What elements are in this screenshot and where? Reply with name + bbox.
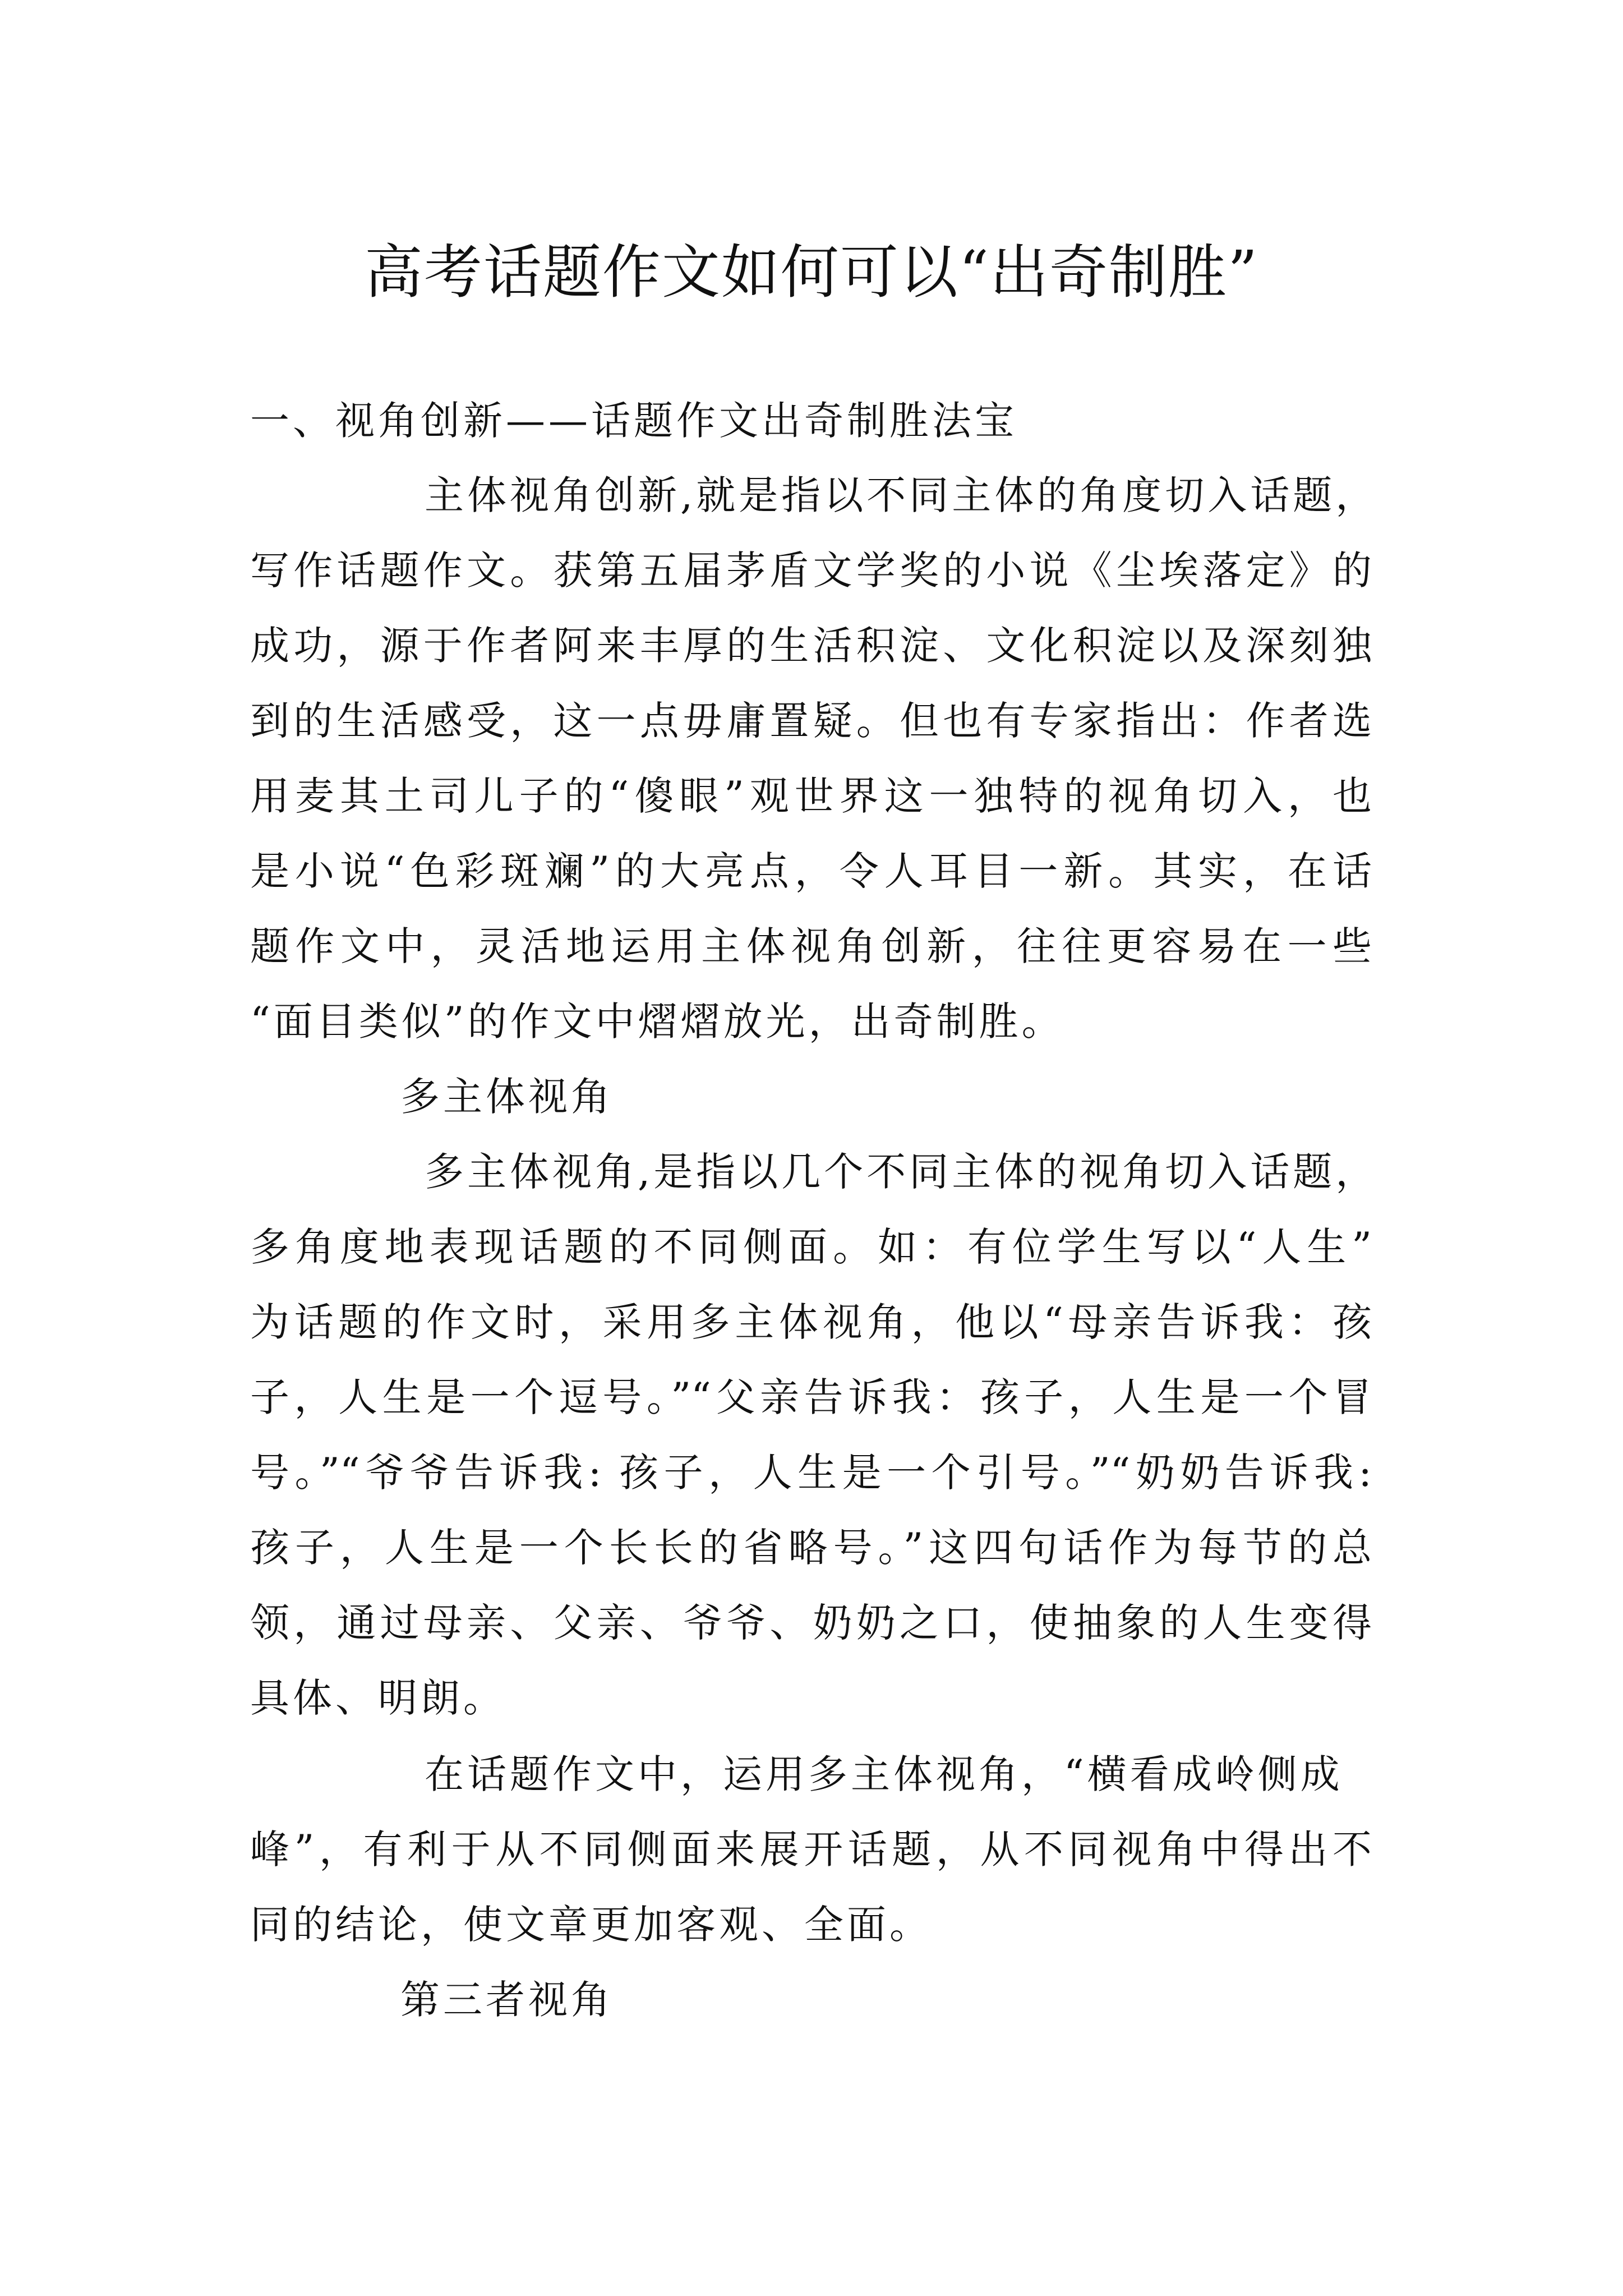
paragraph-line: 写作话题作文。获第五届茅盾文学奖的小说《尘埃落定》的 bbox=[250, 547, 1372, 593]
paragraph-line: 在话题作文中，运用多主体视角，“横看成岭侧成 bbox=[425, 1751, 1343, 1797]
subheading-multi-subject: 多主体视角 bbox=[400, 1074, 614, 1120]
paragraph-line: 峰”，有利于从不同侧面来展开话题，从不同视角中得出不 bbox=[250, 1826, 1372, 1872]
paragraph-line: 成功，源于作者阿来丰厚的生活积淀、文化积淀以及深刻独 bbox=[250, 623, 1372, 669]
paragraph-line: 用麦其土司儿子的“傻眼”观世界这一独特的视角切入，也 bbox=[250, 773, 1372, 819]
paragraph-line: 孩子，人生是一个长长的省略号。”这四句话作为每节的总 bbox=[250, 1525, 1372, 1571]
document-title: 高考话题作文如何可以“出奇制胜” bbox=[364, 237, 1259, 306]
paragraph-line: 到的生活感受，这一点毋庸置疑。但也有专家指出：作者选 bbox=[250, 698, 1372, 744]
paragraph-line: 为话题的作文时，采用多主体视角，他以“母亲告诉我：孩 bbox=[250, 1299, 1372, 1345]
paragraph-line: 是小说“色彩斑斓”的大亮点，令人耳目一新。其实，在话 bbox=[250, 848, 1372, 894]
section-heading: 一、视角创新——话题作文出奇制胜法宝 bbox=[250, 398, 1017, 444]
paragraph-line: 子，人生是一个逗号。”“父亲告诉我：孩子，人生是一个冒 bbox=[250, 1374, 1372, 1420]
paragraph-line: 具体、明朗。 bbox=[250, 1675, 506, 1721]
paragraph-line: 领，通过母亲、父亲、爷爷、奶奶之口，使抽象的人生变得 bbox=[250, 1600, 1372, 1646]
subheading-third-person: 第三者视角 bbox=[400, 1977, 614, 2023]
paragraph-line: “面目类似”的作文中熠熠放光，出奇制胜。 bbox=[250, 999, 1064, 1045]
paragraph-line: 多角度地表现话题的不同侧面。如：有位学生写以“人生” bbox=[250, 1224, 1372, 1270]
paragraph-line: 题作文中，灵活地运用主体视角创新，往往更容易在一些 bbox=[250, 923, 1372, 969]
paragraph-line: 主体视角创新,就是指以不同主体的角度切入话题， bbox=[425, 472, 1378, 518]
paragraph-line: 多主体视角,是指以几个不同主体的视角切入话题， bbox=[425, 1149, 1378, 1195]
paragraph-line: 号。”“爷爷告诉我: 孩子，人生是一个引号。”“奶奶告诉我: bbox=[250, 1450, 1372, 1496]
paragraph-line: 同的结论，使文章更加客观、全面。 bbox=[250, 1902, 932, 1948]
